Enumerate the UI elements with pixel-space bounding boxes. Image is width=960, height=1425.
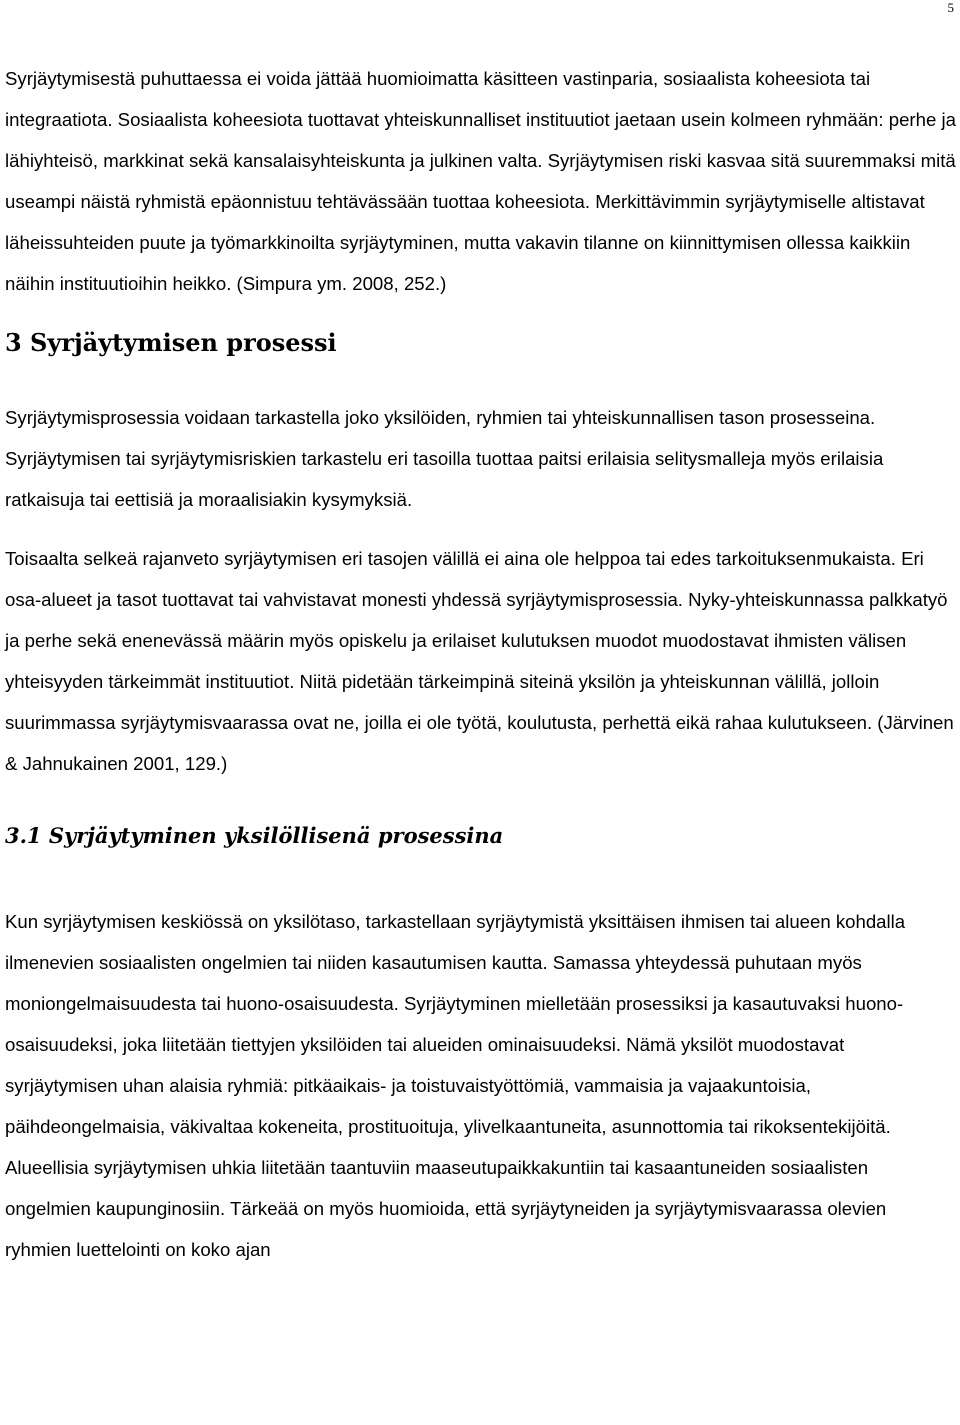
paragraph-individual-level: Kun syrjäytymisen keskiössä on yksilötaso, tarkastellaan syrjäytymistä yksittäisen ihmisen tai alueen kohdalla ilmenevien sosiaalisten ongelmien tai niiden kasautumisen kautta. Samassa yhteydessä puhutaan myös moniongelmaisuudesta tai huono-osaisuudesta. Syrjäytyminen mielletään prosessiksi ja kasautuvaksi huono-osaisuudeksi, joka liitetään tiettyjen yksilöiden tai alueiden ominaisuudeksi. Nämä yksilöt muodostavat syrjäytymisen uhan alaisia ryhmiä: pitkäaikais- ja toistuvaistyöttömiä, vammaisia ja vajaakuntoisia, päihdeongelmaisia, väkivaltaa kokeneita, prostituoituja, ylivelkaantuneita, asunnottomia tai rikoksentekijöitä. Alueellisia syrjäytymisen uhkia liitetään taantuviin maaseutupaikkakuntiin tai kasaantuneiden sosiaalisten ongelmien kaupunginosiin. Tärkeää on myös huomioida, että syrjäytyneiden ja syrjäytymisvaarassa olevien ryhmien luettelointi on koko ajan	[5, 911, 906, 1260]
document-body	[5, 58, 957, 1270]
heading-exclusion-process: 3 Syrjäytymisen prosessi	[5, 328, 337, 357]
page-number: 5	[947, 0, 954, 15]
paragraph-level-boundaries: Toisaalta selkeä rajanveto syrjäytymisen eri tasojen välillä ei aina ole helppoa tai edes tarkoituksenmukaista. Eri osa-alueet ja tasot tuottavat tai vahvistavat monesti yhdessä syrjäytymisprosessia. Nyky-yhteiskunnassa palkkatyö ja perhe sekä enenevässä määrin myös opiskelu ja erilaiset kulutuksen muodot muodostavat ihmisten välisen yhteisyyden tärkeimmät instituutiot. Niitä pidetään tärkeimpinä siteinä yksilön ja yhteiskunnan välillä, jolloin suurimmassa syrjäytymisvaarassa ovat ne, joilla ei ole työtä, koulutusta, perhettä eikä rahaa kulutukseen. (Järvinen & Jahnukainen 2001, 129.)	[5, 548, 954, 774]
paragraph-social-cohesion: Syrjäytymisestä puhuttaessa ei voida jättää huomioimatta käsitteen vastinparia, sosiaalista koheesiota tai integraatiota. Sosiaalista koheesiota tuottavat yhteiskunnalliset instituutiot jaetaan usein kolmeen ryhmään: perhe ja lähiyhteisö, markkinat sekä kansalaisyhteiskunta ja julkinen valta. Syrjäytymisen riski kasvaa sitä suuremmaksi mitä useampi näistä ryhmistä epäonnistuu tehtävässään tuottaa koheesiota. Merkittävimmin syrjäytymiselle altistavat läheissuhteiden puute ja työmarkkinoilta syrjäytyminen, mutta vakavin tilanne on kiinnittymisen ollessa kaikkiin näihin instituutioihin heikko. (Simpura ym. 2008, 252.)	[5, 68, 956, 294]
heading-individual-process: 3.1 Syrjäytyminen yksilöllisenä prosessina	[5, 823, 504, 848]
paragraph-process-levels: Syrjäytymisprosessia voidaan tarkastella joko yksilöiden, ryhmien tai yhteiskunnallisen tason prosesseina. Syrjäytymisen tai syrjäytymisriskien tarkastelu eri tasoilla tuottaa paitsi erilaisia selitysmalleja myös erilaisia ratkaisuja tai eettisiä ja moraalisiakin kysymyksiä.	[5, 407, 884, 510]
